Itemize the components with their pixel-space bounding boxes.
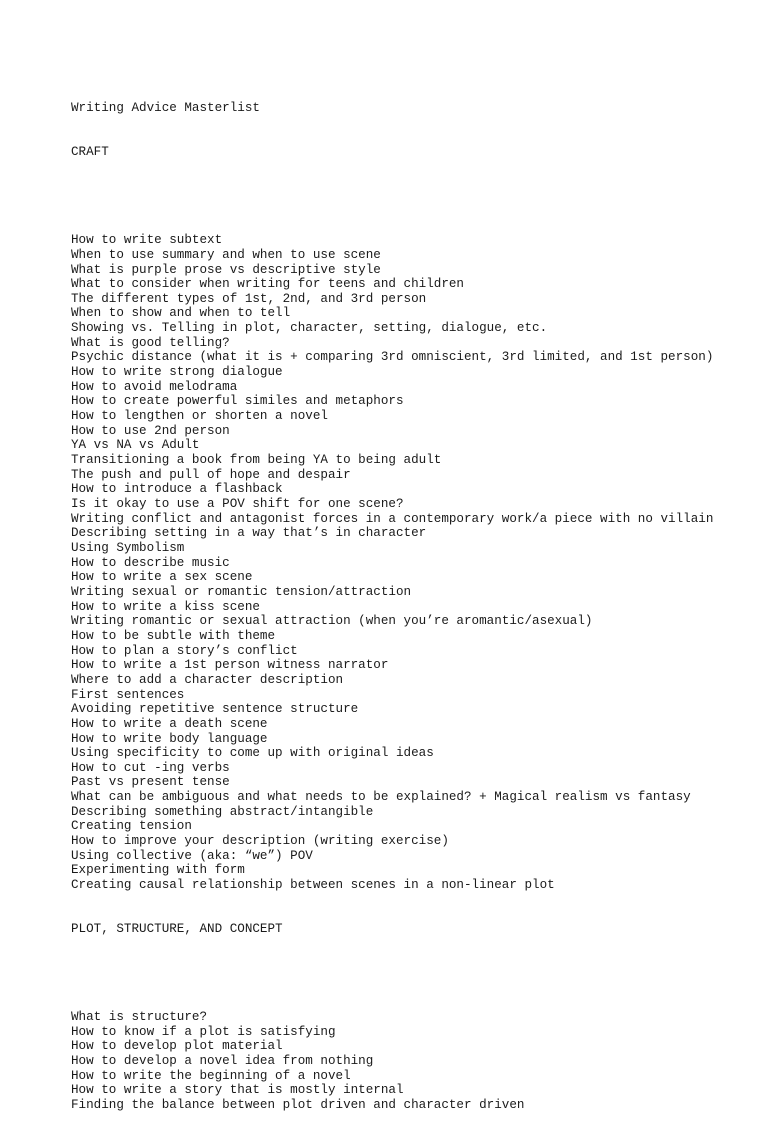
list-item: Writing romantic or sexual attraction (when you’re aromantic/asexual) (71, 614, 593, 629)
list-item: How to know if a plot is satisfying (71, 1024, 336, 1039)
list-item: Creating tension (71, 819, 192, 834)
list-item: How to write strong dialogue (71, 365, 283, 380)
list-item: How to write the beginning of a novel (71, 1068, 351, 1083)
list-item: Creating causal relationship between scenes in a non-linear plot (71, 878, 555, 893)
spacer (71, 966, 751, 981)
list-item: When to use summary and when to use scene (71, 247, 381, 262)
list-item: What is good telling? (71, 335, 230, 350)
list-item: Psychic distance (what it is + comparing 3rd omniscient, 3rd limited, and 1st person) (71, 350, 714, 365)
section-heading-plot-structure-concept: PLOT, STRUCTURE, AND CONCEPT (71, 922, 283, 937)
list-item: How to use 2nd person (71, 423, 230, 438)
list-item: Experimenting with form (71, 863, 245, 878)
document-title: Writing Advice Masterlist (71, 101, 260, 116)
list-item: Past vs present tense (71, 775, 230, 790)
plot-structure-list (71, 1010, 751, 1113)
list-item: What to consider when writing for teens and children (71, 277, 464, 292)
list-item: What can be ambiguous and what needs to be explained? + Magical realism vs fantasy (71, 790, 691, 805)
list-item: Using Symbolism (71, 540, 185, 555)
list-item: Describing setting in a way that’s in character (71, 526, 427, 541)
list-item: How to develop a novel idea from nothing (71, 1053, 374, 1068)
list-item: How to be subtle with theme (71, 628, 276, 643)
document-page (71, 72, 751, 1127)
list-item: Transitioning a book from being YA to being adult (71, 453, 442, 468)
list-item: Describing something abstract/intangible (71, 804, 374, 819)
list-item: How to write a sex scene (71, 570, 253, 585)
list-item: Using collective (aka: “we”) POV (71, 848, 313, 863)
list-item: How to write body language (71, 731, 268, 746)
list-item: How to introduce a flashback (71, 482, 283, 497)
list-item: Where to add a character description (71, 672, 344, 687)
list-item: How to write subtext (71, 233, 223, 248)
list-item: YA vs NA vs Adult (71, 438, 200, 453)
list-item: How to cut -ing verbs (71, 760, 230, 775)
list-item: How to lengthen or shorten a novel (71, 409, 328, 424)
list-item: Using specificity to come up with original ideas (71, 746, 434, 761)
list-item: How to write a story that is mostly internal (71, 1083, 404, 1098)
list-item: Finding the balance between plot driven and character driven (71, 1097, 525, 1112)
list-item: How to improve your description (writing exercise) (71, 834, 449, 849)
list-item: What is purple prose vs descriptive style (71, 262, 381, 277)
list-item: How to write a death scene (71, 716, 268, 731)
section-heading-craft: CRAFT (71, 145, 109, 160)
craft-list (71, 233, 751, 893)
list-item: When to show and when to tell (71, 306, 291, 321)
list-item: Showing vs. Telling in plot, character, setting, dialogue, etc. (71, 321, 548, 336)
spacer (71, 189, 751, 204)
list-item: Writing sexual or romantic tension/attraction (71, 584, 412, 599)
list-item: The push and pull of hope and despair (71, 467, 351, 482)
list-item: How to develop plot material (71, 1039, 283, 1054)
list-item: How to avoid melodrama (71, 379, 238, 394)
list-item: What is structure? (71, 1009, 208, 1024)
list-item: How to create powerful similes and metaphors (71, 394, 404, 409)
list-item: How to describe music (71, 555, 230, 570)
list-item: First sentences (71, 687, 185, 702)
list-item: Writing conflict and antagonist forces in a contemporary work/a piece with no villain (71, 511, 714, 526)
list-item: How to write a 1st person witness narrator (71, 658, 389, 673)
list-item: Is it okay to use a POV shift for one scene? (71, 497, 404, 512)
list-item: Avoiding repetitive sentence structure (71, 702, 359, 717)
list-item: The different types of 1st, 2nd, and 3rd person (71, 291, 427, 306)
list-item: How to write a kiss scene (71, 599, 260, 614)
list-item: How to plan a story’s conflict (71, 643, 298, 658)
